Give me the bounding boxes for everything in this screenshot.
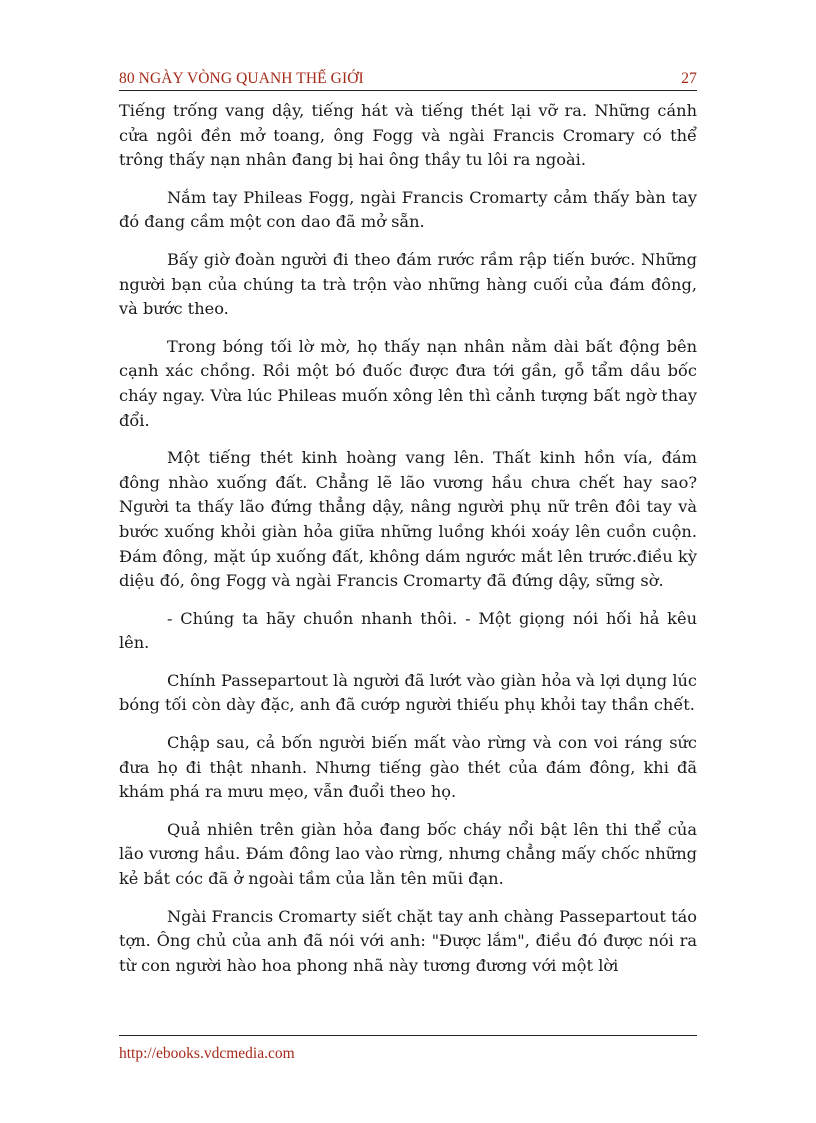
paragraph-2: Nắm tay Phileas Fogg, ngài Francis Cromarty cảm thấy bàn tay đó đang cầm một con dao đã mở sẵn.: [119, 187, 697, 232]
paragraph-1: Tiếng trống vang dậy, tiếng hát và tiếng thét lại vỡ ra. Những cánh cửa ngôi đền mở toang, ông Fogg và ngài Francis Cromary có thể trông thấy nạn nhân đang bị hai ông thầy tu lôi ra ngoài.: [119, 101, 697, 170]
paragraph-7: Chính Passepartout là người đã lướt vào giàn hỏa và lợi dụng lúc bóng tối còn dày đặc, anh đã cướp người thiếu phụ khỏi tay thần chết.: [119, 670, 697, 715]
paragraph-4: Trong bóng tối lờ mờ, họ thấy nạn nhân nằm dài bất động bên cạnh xác chồng. Rồi một bó đuốc được đưa tới gần, gỗ tẩm dầu bốc cháy ngay. Vừa lúc Phileas muốn xông lên thì cảnh tượng bất ngờ thay đổi.: [119, 336, 697, 430]
paragraph-6: - Chúng ta hãy chuồn nhanh thôi. - Một giọng nói hối hả kêu lên.: [119, 608, 697, 653]
paragraph-10: Ngài Francis Cromarty siết chặt tay anh chàng Passepartout táo tợn. Ông chủ của anh đã nói với anh: "Được lắm", điều đó được nói ra từ con người hào hoa phong nhã này tương đương với một lời: [119, 906, 697, 975]
footer-url[interactable]: http://ebooks.vdcmedia.com: [119, 1045, 295, 1062]
page-number: 27: [681, 70, 697, 87]
paragraph-3: Bấy giờ đoàn người đi theo đám rước rầm rập tiến bước. Những người bạn của chúng ta trà trộn vào những hàng cuối của đám đông, và bước theo.: [119, 249, 697, 319]
paragraph-9: Quả nhiên trên giàn hỏa đang bốc cháy nổi bật lên thi thể của lão vương hầu. Đám đông lao vào rừng, nhưng chẳng mấy chốc những kẻ bắt cóc đã ở ngoài tầm của lằn tên mũi đạn.: [119, 819, 697, 889]
page-body: [119, 99, 697, 991]
page-footer: [119, 1035, 697, 1063]
book-title: 80 NGÀY VÒNG QUANH THẾ GIỚI: [119, 70, 364, 87]
paragraph-8: Chập sau, cả bốn người biến mất vào rừng và con voi ráng sức đưa họ đi thật nhanh. Nhưng tiếng gào thét của đám đông, khi đã khám phá ra mưu mẹo, vẫn đuổi theo họ.: [119, 733, 697, 802]
paragraph-5: Một tiếng thét kinh hoàng vang lên. Thất kinh hồn vía, đám đông nhào xuống đất. Chẳng lẽ lão vương hầu chưa chết hay sao? Người ta thấy lão đứng thẳng dậy, nâng người phụ nữ trên đôi tay và bước xuống khỏi giàn hỏa giữa những luồng khói xoáy lên cuồn cuộn. Đám đông, mặt úp xuống đất, không dám ngước mắt lên trước.điều kỳ diệu đó, ông Fogg và ngài Francis Cromarty đã đứng dậy, sững sờ.: [119, 448, 697, 591]
page-header: [119, 62, 697, 91]
